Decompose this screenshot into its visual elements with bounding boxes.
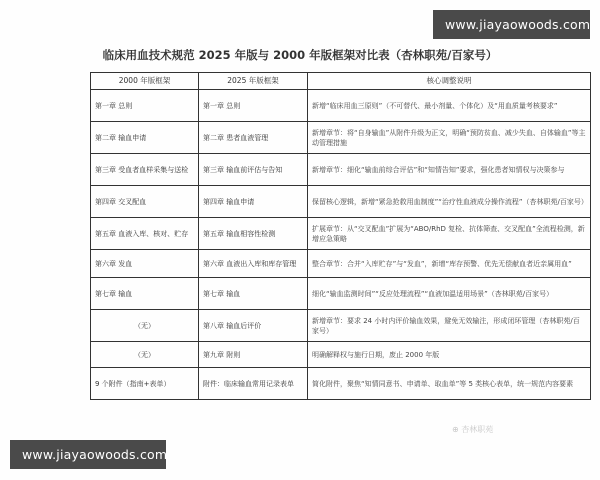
table-row bbox=[91, 278, 591, 310]
column-header-notes: 核心调整说明 bbox=[308, 73, 591, 90]
cell-adjustment-note: 新增章节：要求 24 小时内评价输血效果，避免无效输注，形成闭环管理（杏林职苑/百家号） bbox=[308, 310, 591, 342]
table-row bbox=[91, 186, 591, 218]
cell-2000-framework: 第三章 受血者血样采集与送检 bbox=[91, 154, 199, 186]
cell-adjustment-note: 新增章节：细化“输血前综合评估”和“知情告知”要求，强化患者知情权与决策参与 bbox=[308, 154, 591, 186]
cell-2025-framework: 第八章 输血后评价 bbox=[199, 310, 308, 342]
table-row bbox=[91, 310, 591, 342]
cell-2025-framework: 第二章 患者血液管理 bbox=[199, 122, 308, 154]
cell-adjustment-note: 新增章节：将“自身输血”从附件升级为正文，明确“预防贫血、减少失血、自体输血”等主动管理措施 bbox=[308, 122, 591, 154]
table-row bbox=[91, 122, 591, 154]
cell-adjustment-note: 简化附件，聚焦“知情同意书、申请单、取血单”等 5 类核心表单，统一规范内容要素 bbox=[308, 368, 591, 400]
cell-2025-framework: 附件：临床输血常用记录表单 bbox=[199, 368, 308, 400]
cell-2000-framework: 9 个附件（指南+表单） bbox=[91, 368, 199, 400]
table-header-row bbox=[91, 73, 591, 90]
table-row bbox=[91, 154, 591, 186]
table-row bbox=[91, 250, 591, 278]
cell-2000-framework: 第六章 发血 bbox=[91, 250, 199, 278]
column-header-2025: 2025 年版框架 bbox=[199, 73, 308, 90]
cell-2025-framework: 第一章 总则 bbox=[199, 90, 308, 122]
cell-2000-framework: （无） bbox=[91, 342, 199, 368]
cell-2025-framework: 第七章 输血 bbox=[199, 278, 308, 310]
cell-2000-framework: 第四章 交叉配血 bbox=[91, 186, 199, 218]
comparison-table bbox=[90, 72, 591, 400]
cell-2000-framework: 第五章 血液入库、核对、贮存 bbox=[91, 218, 199, 250]
column-header-2000: 2000 年版框架 bbox=[91, 73, 199, 90]
watermark-top: www.jiayaowoods.com bbox=[433, 10, 590, 39]
cell-2000-framework: 第七章 输血 bbox=[91, 278, 199, 310]
cell-2000-framework: 第二章 输血申请 bbox=[91, 122, 199, 154]
source-mark: ⊕ 杏林职苑 bbox=[452, 425, 494, 434]
table-row bbox=[91, 90, 591, 122]
cell-adjustment-note: 扩展章节：从“交叉配血”扩展为“ABO/RhD 复检、抗体筛查、交叉配血”全流程检测，新增应急策略 bbox=[308, 218, 591, 250]
table-row bbox=[91, 218, 591, 250]
cell-2025-framework: 第四章 输血申请 bbox=[199, 186, 308, 218]
page-title: 临床用血技术规范 2025 年版与 2000 年版框架对比表（杏林职苑/百家号） bbox=[102, 48, 498, 62]
cell-adjustment-note: 新增“临床用血三原则”（不可替代、最小剂量、个体化）及“用血质量考核要求” bbox=[308, 90, 591, 122]
cell-2025-framework: 第五章 输血相容性检测 bbox=[199, 218, 308, 250]
table-row bbox=[91, 342, 591, 368]
cell-adjustment-note: 细化“输血监测时间”“反应处理流程”“血液加温适用场景”（杏林职苑/百家号） bbox=[308, 278, 591, 310]
watermark-bottom: www.jiayaowoods.com bbox=[10, 440, 166, 469]
cell-2025-framework: 第六章 血液出入库和库存管理 bbox=[199, 250, 308, 278]
table-row bbox=[91, 368, 591, 400]
cell-2000-framework: （无） bbox=[91, 310, 199, 342]
cell-2000-framework: 第一章 总则 bbox=[91, 90, 199, 122]
cell-adjustment-note: 保留核心逻辑，新增“紧急抢救用血制度”“治疗性血液成分操作流程”（杏林职苑/百家号） bbox=[308, 186, 591, 218]
cell-2025-framework: 第九章 附则 bbox=[199, 342, 308, 368]
cell-2025-framework: 第三章 输血前评估与告知 bbox=[199, 154, 308, 186]
cell-adjustment-note: 整合章节：合并“入库贮存”与“发血”，新增“库存预警、优先无偿献血者近亲属用血” bbox=[308, 250, 591, 278]
cell-adjustment-note: 明确解释权与施行日期，废止 2000 年版 bbox=[308, 342, 591, 368]
